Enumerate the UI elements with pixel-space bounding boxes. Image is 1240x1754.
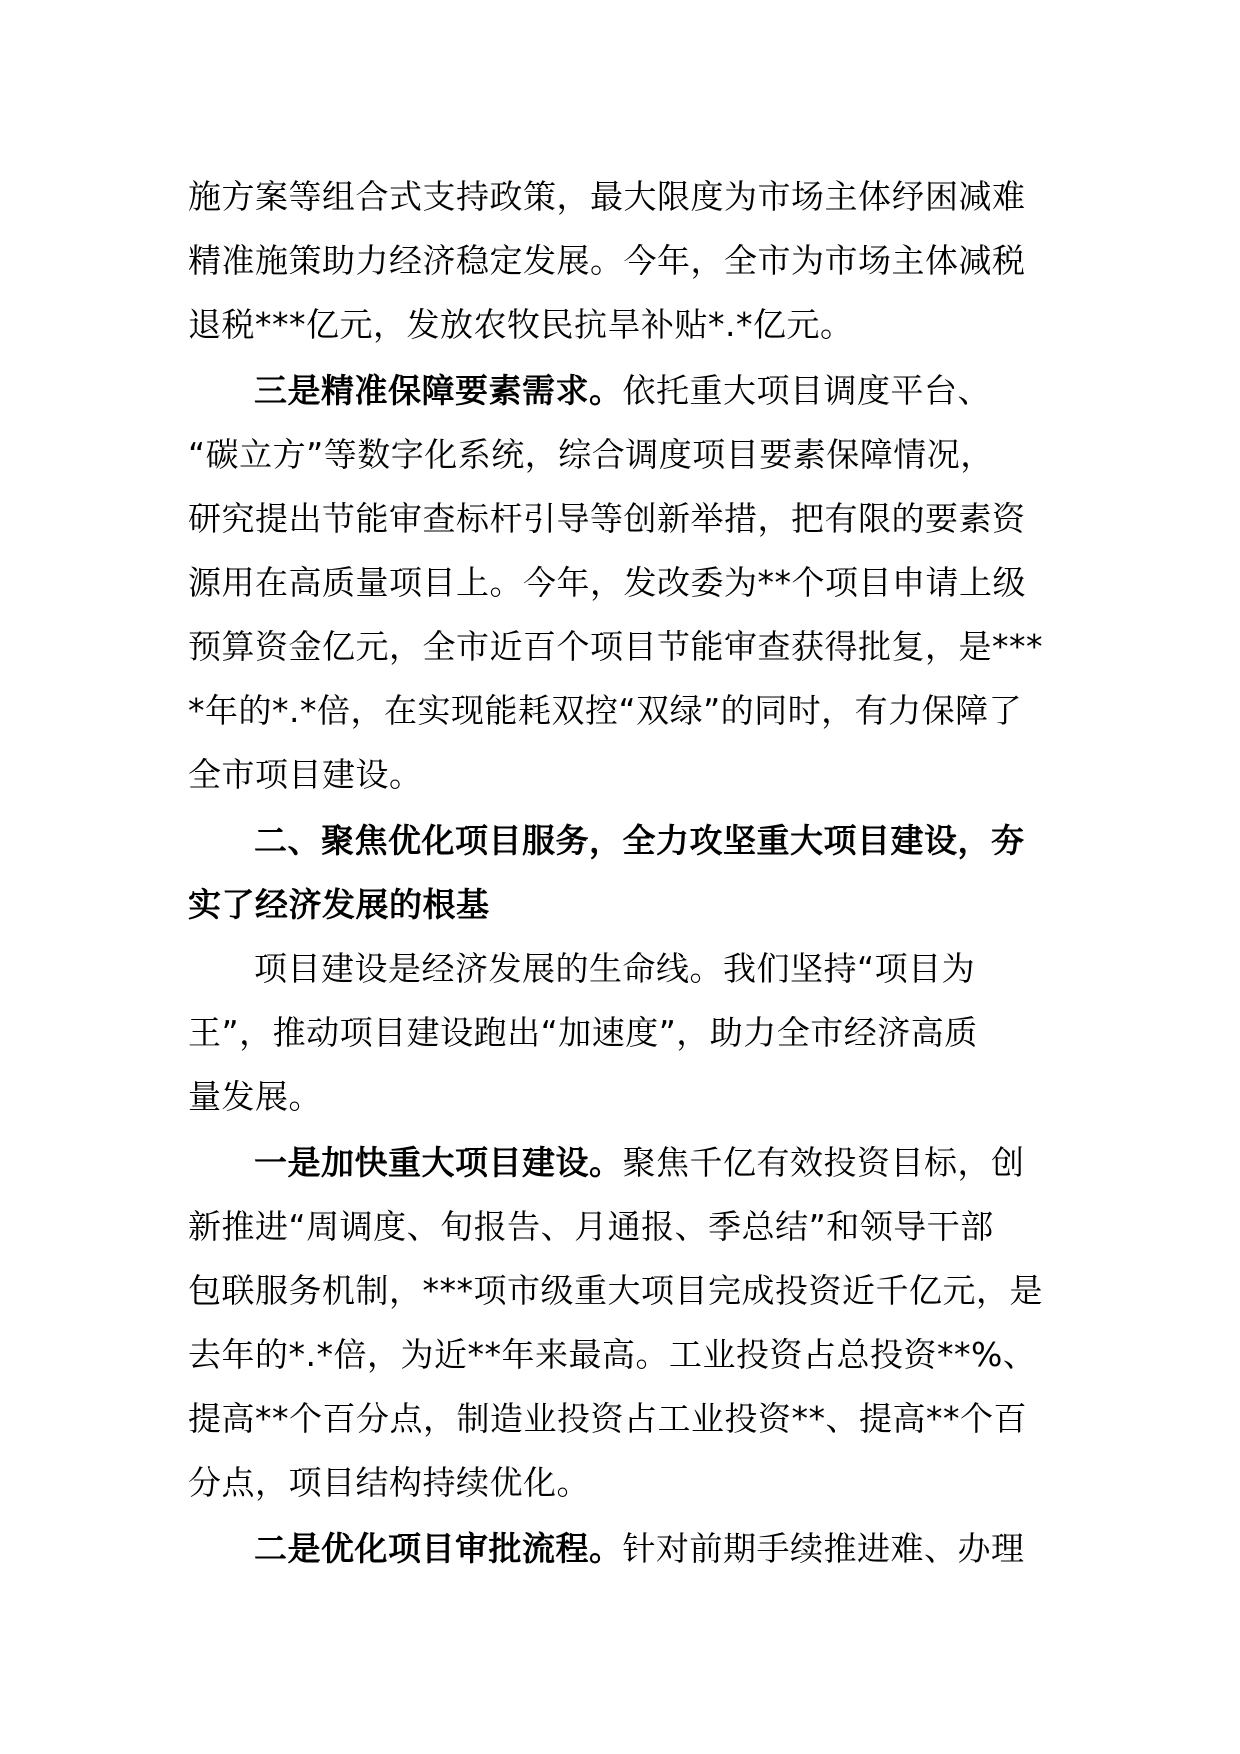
text-line: 二是优化项目审批流程。针对前期手续推进难、办理 — [254, 1529, 1025, 1568]
text-line: 分点，项目结构持续优化。 — [188, 1463, 590, 1502]
text-line: *年的*.*倍，在实现能耗双控“双绿”的同时，有力保障了 — [188, 691, 1023, 730]
text-line: 去年的*.*倍，为近**年来最高。工业投资占总投资**%、 — [188, 1335, 1037, 1374]
text-line: 精准施策助力经济稳定发展。今年，全市为市场主体减税 — [188, 241, 1026, 280]
heading-line: 实了经济发展的根基 — [188, 885, 490, 924]
text-line: 项目建设是经济发展的生命线。我们坚持“项目为 — [254, 949, 976, 988]
paragraph-lead-heading: 三是精准保障要素需求。 — [254, 371, 623, 410]
text-line: 王”，推动项目建设跑出“加速度”，助力全市经济高质 — [188, 1013, 978, 1052]
body-text — [188, 165, 1058, 1581]
paragraph-6 — [188, 1517, 1058, 1581]
paragraph-4 — [188, 937, 1058, 1129]
heading-line: 二、聚焦优化项目服务，全力攻坚重大项目建设，夯 — [254, 821, 1025, 860]
text-line: “碳立方”等数字化系统，综合调度项目要素保障情况， — [188, 435, 994, 474]
text-line: 退税***亿元，发放农牧民抗旱补贴*.*亿元。 — [188, 305, 854, 344]
text-line: 源用在高质量项目上。今年，发改委为**个项目申请上级 — [188, 563, 1026, 602]
paragraph-2 — [188, 359, 1058, 807]
paragraph-lead-heading: 二是优化项目审批流程。 — [254, 1529, 623, 1568]
text-line: 三是精准保障要素需求。依托重大项目调度平台、 — [254, 371, 991, 410]
text-line: 一是加快重大项目建设。聚焦千亿有效投资目标，创 — [254, 1143, 1025, 1182]
text-line: 预算资金亿元，全市近百个项目节能审查获得批复，是*** — [188, 627, 1043, 666]
text-line: 提高**个百分点，制造业投资占工业投资**、提高**个百 — [188, 1399, 1027, 1438]
text-line: 施方案等组合式支持政策，最大限度为市场主体纾困减难 — [188, 177, 1026, 216]
text-line: 包联服务机制，***项市级重大项目完成投资近千亿元，是 — [188, 1271, 1043, 1310]
paragraph-1 — [188, 165, 1058, 357]
text-line: 量发展。 — [188, 1077, 322, 1116]
text-line: 研究提出节能审查标杆引导等创新举措，把有限的要素资 — [188, 499, 1026, 538]
text-line: 全市项目建设。 — [188, 755, 423, 794]
paragraph-lead-heading: 一是加快重大项目建设。 — [254, 1143, 623, 1182]
section-heading — [188, 809, 1058, 937]
paragraph-5 — [188, 1131, 1058, 1515]
text-line: 新推进“周调度、旬报告、月通报、季总结”和领导干部 — [188, 1207, 994, 1246]
